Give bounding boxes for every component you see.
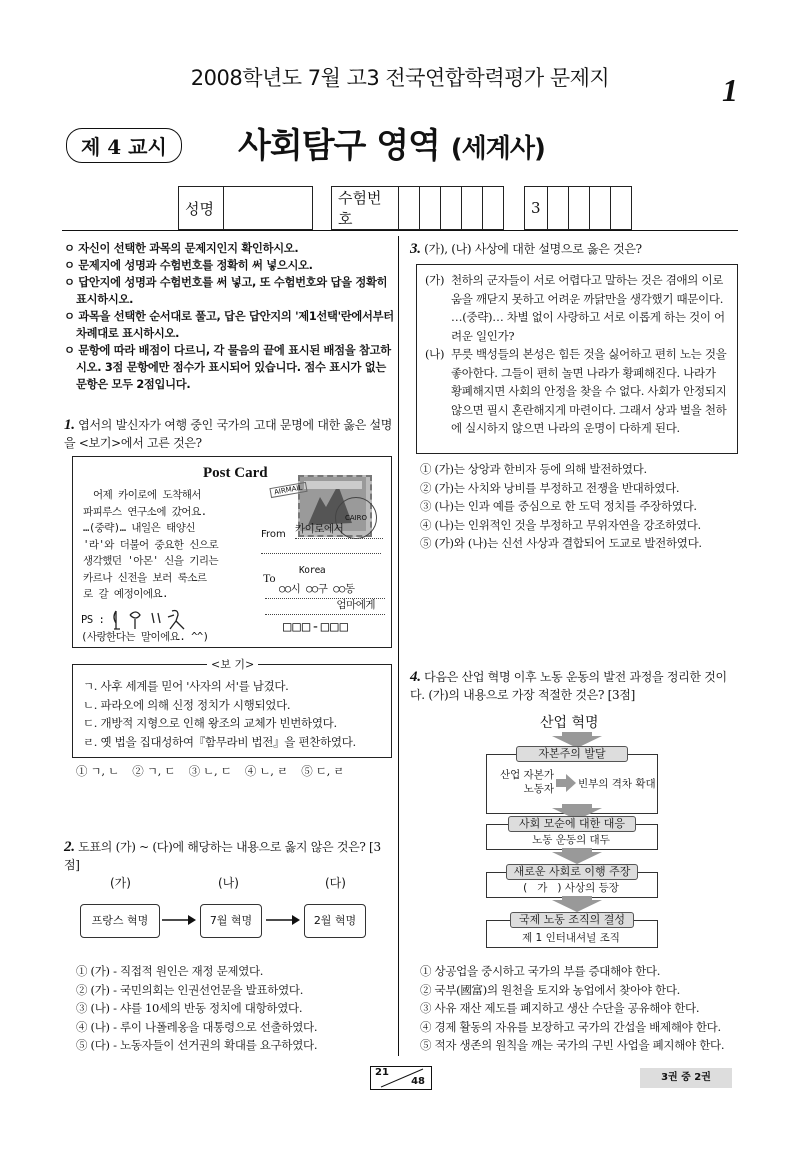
message-line: 파피루스 연구소에 갔어요. [83,505,207,518]
hieroglyph-icon [110,609,202,631]
bogi-list [83,677,383,751]
q2-option[interactable]: ⑤ (다) - 노동자들이 선거권의 확대를 요구하였다. [76,1038,318,1052]
q2-text: 도표의 (가) ~ (다)에 해당하는 내용으로 옳지 않은 것은? [3점] [64,840,381,872]
q4-text: 다음은 산업 혁명 이후 노동 운동의 발전 과정을 정리한 것이다. (가)의 내용으로 가장 적절한 것은? [3점] [410,670,727,702]
message-line: 생각했던 '아몬' 신을 기리는 [83,555,219,567]
page-total: 48 [411,1076,425,1087]
exam-no-digit[interactable] [547,187,568,230]
q4-stem [410,668,740,704]
q3-ga-label: (가) [425,273,445,287]
q3-number: 3. [410,241,421,257]
q4-option[interactable]: ① 상공업을 중시하고 국가의 부를 증대해야 한다. [420,964,661,978]
q2-option[interactable]: ④ (나) - 루이 나폴레옹을 대통령으로 선출하였다. [76,1019,318,1034]
flow-step-2-head: 사회 모순에 대한 대응 [508,816,636,832]
arrow-right-icon [266,912,300,928]
flow-step-1-left: 산업 자본가 노동자 [499,769,554,795]
q4-option[interactable]: ② 국부(國富)의 원천을 토지와 농업에서 찾아야 한다. [420,982,681,997]
instruction-item: ㅇ 과목을 선택한 순서대로 풀고, 답은 답안지의 '제1선택'란에서부터 차례대로 표시하시오. [64,310,394,340]
exam-title: 2008학년도 7월 고3 전국연합학력평가 문제지 [190,66,610,90]
q3-ga-passage [425,271,729,438]
header-rule [62,230,738,231]
q3-stem [410,240,740,258]
zip-code: □□□-□□□ [283,619,350,635]
q1-options[interactable]: ① ㄱ, ㄴ ② ㄱ, ㄷ ③ ㄴ, ㄷ ④ ㄴ, ㄹ ⑤ ㄷ, ㄹ [76,764,345,778]
from-extra-line [261,553,381,554]
instructions [64,240,394,393]
q2-label-na: (나) [218,876,239,890]
q3-option[interactable]: ⑤ (가)와 (나)는 신선 사상과 결합되어 도교로 발전하였다. [420,536,702,550]
flow-step-3-body: ( 가 ) 사상의 등장 [523,882,619,894]
message-line: 어제 카이로에 도착해서 [93,489,202,501]
q1-stem [64,416,396,452]
bogi-box [72,658,392,758]
postcard-title: Post Card [203,465,268,481]
q2-option[interactable]: ① (가) - 직접적 원인은 재정 문제였다. [76,964,264,978]
postcard [72,456,392,648]
exam-no-digit[interactable] [462,187,483,230]
message-line: 카르나 신전을 보러 룩소르 [83,571,207,584]
q4-number: 4. [410,669,421,685]
flow-step-3-head: 새로운 사회로 이행 주장 [506,864,638,880]
message-line: '라'와 더불어 중요한 신으로 [83,538,219,551]
exam-no-label: 수험번호 [332,187,399,230]
from-value: 카이로에서 [295,521,383,539]
flow-title: 산업 혁명 [540,715,599,731]
instruction-item: ㅇ 문제지에 성명과 수험번호를 정확히 써 넣으시오. [64,259,313,272]
exam-no-digit[interactable] [441,187,462,230]
exam-no-digit[interactable] [420,187,441,230]
name-label: 성명 [179,187,224,230]
ps-line [81,609,202,631]
to-address: ○○시 ○○구 ○○동 [265,581,385,599]
q2-box-february-revolution: 2월 혁명 [304,904,366,938]
q3-option[interactable]: ④ (나)는 인위적인 것을 부정하고 무위자연을 강조하였다. [420,517,701,532]
q2-label-ga: (가) [110,876,131,890]
instruction-item: ㅇ 답안지에 성명과 수험번호를 써 넣고, 또 수험번호와 답을 정확히 표시하시오. [64,276,388,306]
q2-option[interactable]: ② (가) - 국민의회는 인권선언문을 발표하였다. [76,982,304,997]
volume-badge: 3권 중 2권 [640,1068,732,1088]
instruction-item: ㅇ 문항에 따라 배점이 다르니, 각 물음의 끝에 표시된 배점을 참고하시오. 3점 문항에만 점수가 표시되어 있습니다. 점수 표시가 없는 문항은 모두 2점입니다. [64,344,391,391]
q3-option[interactable]: ① (가)는 상앙과 한비자 등에 의해 발전하였다. [420,462,647,476]
q2-number: 2. [64,839,75,855]
q3-text: (가), (나) 사상에 대한 설명으로 옳은 것은? [424,242,642,256]
flow-step-1-right: 빈부의 격차 확대 [578,778,656,790]
bogi-item: ㄹ. 옛 법을 집대성하여『함무라비 법전』을 편찬하였다. [83,734,356,749]
q2-options [76,962,396,1055]
exam-no-digit[interactable] [610,187,631,230]
page-counter [370,1066,432,1090]
ps-note: (사랑한다는 말이에요. ^^) [81,631,209,643]
from-label: From [261,529,286,540]
flow-step-1-head: 자본주의 발달 [516,746,628,762]
subject-title [238,118,545,167]
bogi-item: ㄴ. 파라오에 의해 신정 정치가 시행되었다. [83,697,291,712]
page-current: 21 [375,1067,389,1078]
q3-option[interactable]: ② (가)는 사치와 낭비를 부정하고 전쟁을 반대하였다. [420,480,680,495]
column-divider [398,236,399,1056]
ps-label: PS : [81,614,105,626]
q4-option[interactable]: ④ 경제 활동의 자유를 보장하고 국가의 간섭을 배제해야 한다. [420,1019,721,1034]
page-number: 1 [722,72,738,108]
flow-step-4-head: 국제 노동 조직의 결성 [510,912,634,928]
exam-no-digit[interactable] [568,187,589,230]
subject-sub: (세계사) [450,134,545,164]
to-country: Korea [299,565,326,576]
session-badge: 제 4 교시 [66,128,182,163]
to-name: 엄마에게 [265,597,385,615]
message-line: 로 갈 예정이에요. [83,588,168,600]
to-label: To [263,571,276,585]
subject-name: 사회탐구 영역 [238,126,440,166]
q3-option[interactable]: ③ (나)는 인과 예를 중심으로 한 도덕 정치를 주장하였다. [420,499,697,513]
q1-text: 엽서의 발신자가 여행 중인 국가의 고대 문명에 대한 옳은 설명을 <보기>에서 고른 것은? [64,418,393,450]
q1-number: 1. [64,417,75,433]
exam-no-digit[interactable] [399,187,420,230]
exam-no-fixed: 3 [525,187,548,230]
q2-box-july-revolution: 7월 혁명 [200,904,262,938]
q3-options [420,460,740,553]
q4-option[interactable]: ③ 사유 재산 제도를 폐지하고 생산 수단을 공유해야 한다. [420,1001,700,1015]
down-arrow-icon [552,848,602,864]
bogi-item: ㄱ. 사후 세계를 믿어 '사자의 서'를 남겼다. [83,679,289,693]
instruction-item: ㅇ 자신이 선택한 과목의 문제지인지 확인하시오. [64,242,299,255]
q2-option[interactable]: ③ (나) - 샤를 10세의 반동 정치에 대항하였다. [76,1001,303,1015]
q2-box-french-revolution: 프랑스 혁명 [80,904,160,938]
flow-step-2-body: 노동 운동의 대두 [532,834,610,846]
exam-no-digit[interactable] [483,187,504,230]
q3-passage-box [416,264,738,454]
name-field[interactable] [224,187,313,230]
message-line: …(중략)… 내일은 태양신 [83,522,196,534]
down-arrow-icon [552,896,602,912]
airmail-label: AIRMAIL [269,482,307,498]
flow-step-4-body: 제 1 인터내셔널 조직 [522,932,620,944]
exam-no-digit[interactable] [589,187,610,230]
postcard-message [83,487,253,603]
id-table [178,186,632,230]
q4-options [420,962,744,1055]
bogi-title: <보 기> [207,656,258,672]
q3-ga-text: 천하의 군자들이 서로 어렵다고 말하는 것은 겸애의 이로움을 깨닫지 못하고 어려운 까닭만을 생각했기 때문이다. …(중략)… 차별 없이 사랑하고 서로 이롭게 하는 것이 어려운 일인가? [451,273,725,343]
postmark: CAIRO [335,497,377,539]
q2-label-da: (다) [325,876,346,890]
arrow-right-icon [556,774,576,792]
arrow-right-icon [162,912,196,928]
q4-option[interactable]: ⑤ 적자 생존의 원칙을 깨는 국가의 구빈 사업을 폐지해야 한다. [420,1038,725,1052]
q2-stem [64,838,396,874]
bogi-item: ㄷ. 개방적 지형으로 인해 왕조의 교체가 빈번하였다. [83,716,337,730]
q3-na-text: 무릇 백성들의 본성은 힘든 것을 싫어하고 편히 노는 것을 좋아한다. 그들이 편히 놀면 나라가 황폐해진다. 나라가 황폐해지면 사회의 안정을 찾을 수 없다. 사회가 안정되지 않으면 필시 혼란해지게 마련이다. 그래서 상과 벌을 천하에 실시하지 않으면 나라의 운명이 다하게 된다. [451,347,727,435]
q3-na-label: (나) [425,347,445,361]
